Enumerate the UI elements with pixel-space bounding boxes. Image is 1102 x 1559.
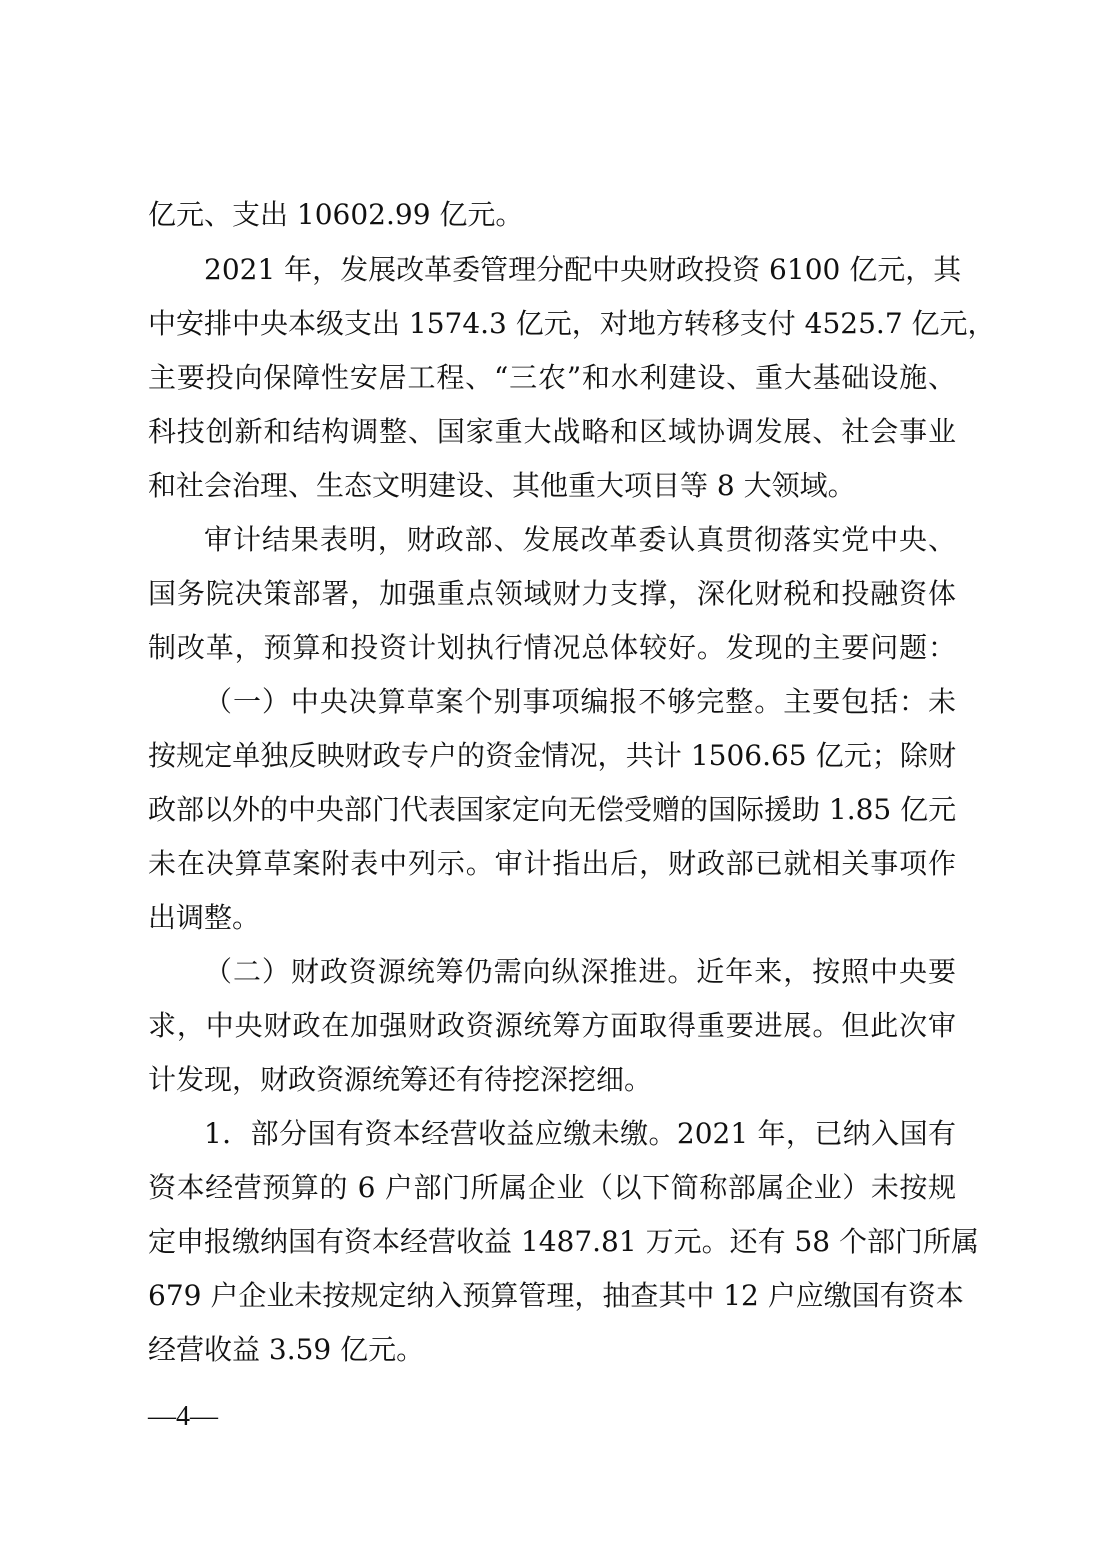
paragraph-line: 和社会治理、生态文明建设、其他重大项目等 8 大领域。 — [148, 469, 856, 502]
paragraph-line: 未在决算草案附表中列示。审计指出后，财政部已就相关事项作 — [148, 847, 956, 880]
paragraph-line: 2021 年，发展改革委管理分配中央财政投资 6100 亿元，其 — [204, 253, 962, 286]
section-heading-2: （二）财政资源统筹仍需向纵深推进。近年来，按照中央要 — [204, 955, 956, 988]
paragraph-line: 经营收益 3.59 亿元。 — [148, 1333, 425, 1366]
paragraph-line: 国务院决策部署，加强重点领域财力支撑，深化财税和投融资体 — [148, 577, 956, 610]
paragraph-line: 科技创新和结构调整、国家重大战略和区域协调发展、社会事业 — [148, 415, 956, 448]
paragraph-line: 制改革，预算和投资计划执行情况总体较好。发现的主要问题： — [148, 631, 956, 664]
paragraph-line: 679 户企业未按规定纳入预算管理，抽查其中 12 户应缴国有资本 — [148, 1279, 964, 1312]
paragraph-line: 出调整。 — [148, 901, 261, 934]
paragraph-line: 主要投向保障性安居工程、“三农”和水利建设、重大基础设施、 — [148, 361, 956, 394]
paragraph-line: 资本经营预算的 6 户部门所属企业（以下简称部属企业）未按规 — [148, 1171, 956, 1204]
paragraph-line: 求，中央财政在加强财政资源统筹方面取得重要进展。但此次审 — [148, 1009, 956, 1042]
paragraph-line: 亿元、支出 10602.99 亿元。 — [148, 198, 524, 231]
paragraph-line: 计发现，财政资源统筹还有待挖深挖细。 — [148, 1063, 653, 1096]
page-number: —4— — [148, 1401, 218, 1432]
section-heading-1: （一）中央决算草案个别事项编报不够完整。主要包括：未 — [204, 685, 956, 718]
paragraph-line: 定申报缴纳国有资本经营收益 1487.81 万元。还有 58 个部门所属 — [148, 1225, 980, 1258]
paragraph-line: 审计结果表明，财政部、发展改革委认真贯彻落实党中央、 — [204, 523, 956, 556]
paragraph-line: 中安排中央本级支出 1574.3 亿元，对地方转移支付 4525.7 亿元， — [148, 307, 996, 340]
paragraph-line: 政部以外的中央部门代表国家定向无偿受赠的国际援助 1.85 亿元 — [148, 793, 957, 826]
paragraph-line: 按规定单独反映财政专户的资金情况，共计 1506.65 亿元；除财 — [148, 739, 956, 772]
subsection-heading-1: 1．部分国有资本经营收益应缴未缴。2021 年，已纳入国有 — [204, 1117, 956, 1150]
